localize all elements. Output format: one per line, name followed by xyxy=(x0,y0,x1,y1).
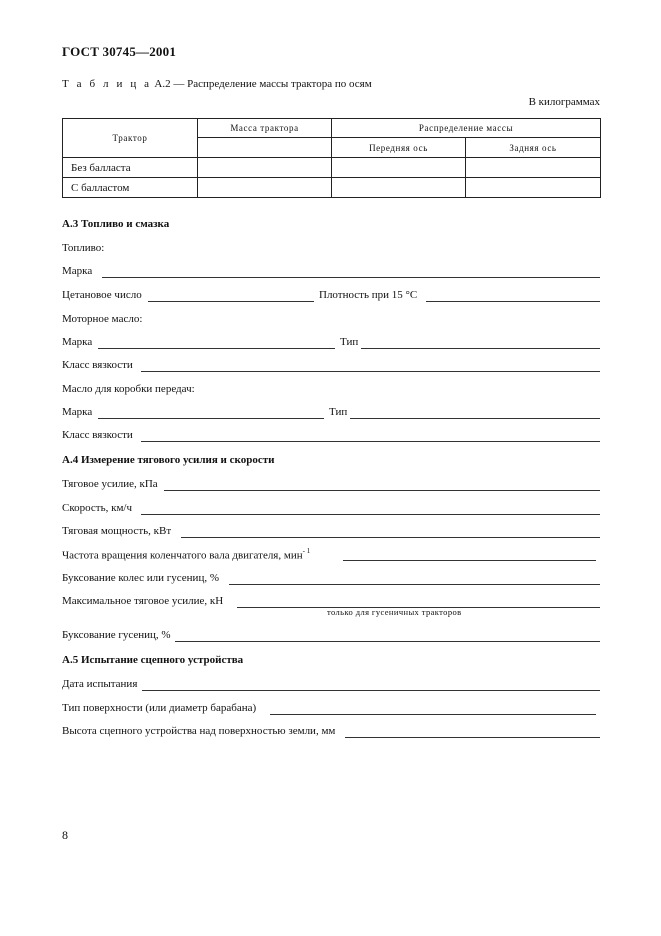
cell-rear xyxy=(466,178,601,198)
crank-speed-exponent: - 1 xyxy=(302,547,311,555)
header-mass-blank xyxy=(198,138,332,158)
gear-brand-field[interactable] xyxy=(98,418,324,419)
test-date-label: Дата испытания xyxy=(62,678,138,690)
header-rear-axle: Задняя ось xyxy=(466,138,601,158)
speed-label: Скорость, км/ч xyxy=(62,502,132,514)
cell-mass xyxy=(198,158,332,178)
table-caption-prefix: Т а б л и ц а xyxy=(62,78,152,90)
test-date-field[interactable] xyxy=(142,690,600,691)
cell-rear xyxy=(466,158,601,178)
table-caption-text: А.2 — Распределение массы трактора по осям xyxy=(154,78,372,90)
cetane-label: Цетановое число xyxy=(62,289,142,301)
document-code: ГОСТ 30745—2001 xyxy=(62,44,177,59)
section-a4-title: А.4 Измерение тягового усилия и скорости xyxy=(62,454,275,466)
gear-oil-label: Масло для коробки передач: xyxy=(62,383,195,395)
cell-front xyxy=(332,178,466,198)
viscosity-label-1: Класс вязкости xyxy=(62,359,133,371)
header-mass: Масса трактора xyxy=(198,119,332,138)
oil-type-field[interactable] xyxy=(361,348,600,349)
fuel-brand-label: Марка xyxy=(62,265,93,277)
track-slip-label: Буксование гусениц, % xyxy=(62,629,171,641)
surface-type-label: Тип поверхности (или диаметр барабана) xyxy=(62,702,257,714)
row-label-no-ballast: Без балласта xyxy=(63,158,198,178)
engine-oil-label: Моторное масло: xyxy=(62,313,143,325)
slip-label: Буксование колес или гусениц, % xyxy=(62,572,219,584)
crank-speed-text: Частота вращения коленчатого вала двигателя, мин xyxy=(62,549,303,562)
traction-force-field[interactable] xyxy=(164,490,600,491)
tracked-note: только для гусеничных тракторов xyxy=(327,607,462,617)
fuel-label: Топливо: xyxy=(62,242,105,254)
units-note: В килограммах xyxy=(528,96,600,108)
slip-field[interactable] xyxy=(229,584,600,585)
gear-brand-label: Марка xyxy=(62,406,93,418)
cell-mass xyxy=(198,178,332,198)
mass-distribution-table xyxy=(62,118,601,198)
density-label: Плотность при 15 °С xyxy=(319,289,418,301)
density-field[interactable] xyxy=(426,301,600,302)
surface-type-field[interactable] xyxy=(270,714,596,715)
cell-front xyxy=(332,158,466,178)
page-number: 8 xyxy=(62,828,68,842)
header-front-axle: Передняя ось xyxy=(332,138,466,158)
gear-type-field[interactable] xyxy=(350,418,600,419)
header-tractor: Трактор xyxy=(63,119,198,158)
traction-power-label: Тяговая мощность, кВт xyxy=(62,525,172,537)
table-caption xyxy=(62,78,372,90)
speed-field[interactable] xyxy=(141,514,600,515)
fuel-brand-field[interactable] xyxy=(102,277,600,278)
crank-speed-label xyxy=(62,548,310,562)
section-a3-title: А.3 Топливо и смазка xyxy=(62,218,170,230)
oil-type-label: Тип xyxy=(340,336,359,348)
max-force-label: Максимальное тяговое усилие, кН xyxy=(62,595,224,607)
cetane-field[interactable] xyxy=(148,301,314,302)
header-distribution: Распределение массы xyxy=(332,119,601,138)
row-label-with-ballast: С балластом xyxy=(63,178,198,198)
viscosity-label-2: Класс вязкости xyxy=(62,429,133,441)
traction-power-field[interactable] xyxy=(181,537,600,538)
hitch-height-label: Высота сцепного устройства над поверхностью земли, мм xyxy=(62,725,336,737)
traction-force-label: Тяговое усилие, кПа xyxy=(62,478,158,490)
viscosity-field-1[interactable] xyxy=(141,371,600,372)
track-slip-field[interactable] xyxy=(175,641,600,642)
viscosity-field-2[interactable] xyxy=(141,441,600,442)
table-row xyxy=(63,158,601,178)
oil-brand-field[interactable] xyxy=(98,348,335,349)
hitch-height-field[interactable] xyxy=(345,737,600,738)
table-row xyxy=(63,178,601,198)
section-a5-title: А.5 Испытание сцепного устройства xyxy=(62,654,244,666)
oil-brand-label: Марка xyxy=(62,336,93,348)
gear-type-label: Тип xyxy=(329,406,348,418)
crank-speed-field[interactable] xyxy=(343,560,596,561)
